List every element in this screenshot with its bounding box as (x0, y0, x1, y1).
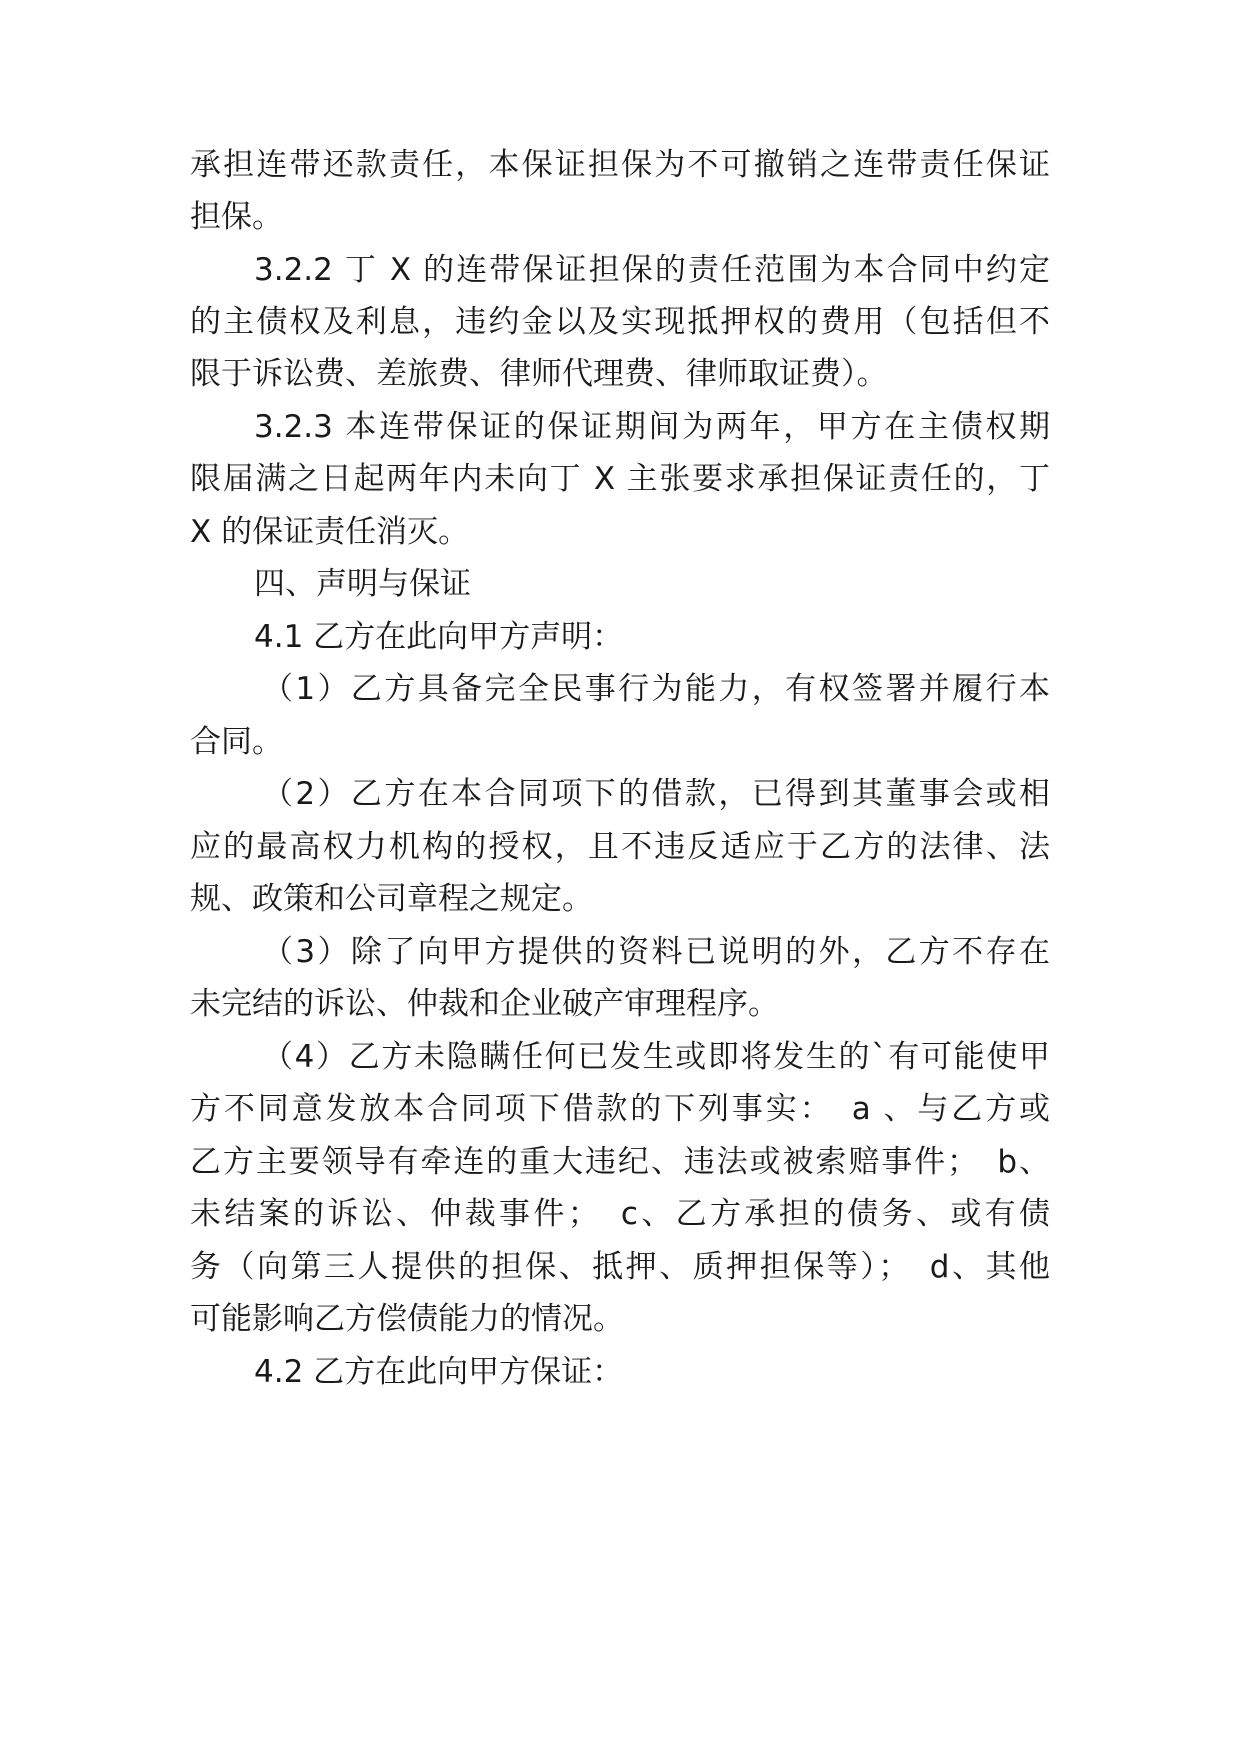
clause-3-2-2: 3.2.2 丁 X 的连带保证担保的责任范围为本合同中约定 (254, 252, 1050, 288)
text-line: 乙方主要领导有牵连的重大违纪、违法或被索赔事件； b、 (190, 1144, 1050, 1180)
clause-3-2-3: 3.2.3 本连带保证的保证期间为两年，甲方在主债权期 (254, 409, 1050, 445)
text-line: 未完结的诉讼、仲裁和企业破产审理程序。 (190, 986, 779, 1022)
text-line: 的主债权及利息，违约金以及实现抵押权的费用（包括但不 (190, 304, 1050, 340)
text-line: 合同。 (190, 724, 283, 760)
item-3: （3）除了向甲方提供的资料已说明的外，乙方不存在 (262, 934, 1050, 970)
text-line: 方不同意发放本合同项下借款的下列事实： a 、与乙方或 (190, 1091, 1050, 1127)
clause-4-2: 4.2 乙方在此向甲方保证： (254, 1354, 624, 1390)
text-line: X 的保证责任消灭。 (190, 514, 470, 550)
text-line: 担保。 (190, 199, 283, 235)
item-4: （4）乙方未隐瞒任何已发生或即将发生的`有可能使甲 (262, 1039, 1050, 1075)
text-line: 应的最高权力机构的授权，且不违反适应于乙方的法律、法 (190, 829, 1050, 865)
item-2: （2）乙方在本合同项下的借款，已得到其董事会或相 (262, 776, 1050, 812)
text-line: 规、政策和公司章程之规定。 (190, 881, 593, 917)
section-heading: 四、声明与保证 (254, 566, 471, 602)
text-line: 限届满之日起两年内未向丁 X 主张要求承担保证责任的，丁 (190, 461, 1050, 497)
text-line: 承担连带还款责任，本保证担保为不可撤销之连带责任保证 (190, 147, 1050, 183)
clause-4-1: 4.1 乙方在此向甲方声明： (254, 619, 624, 655)
text-line: 可能影响乙方偿债能力的情况。 (190, 1301, 624, 1337)
text-line: 务（向第三人提供的担保、抵押、质押担保等）； d、其他 (190, 1249, 1050, 1285)
text-line: 未结案的诉讼、仲裁事件； c、乙方承担的债务、或有债 (190, 1196, 1050, 1232)
text-line: 限于诉讼费、差旅费、律师代理费、律师取证费）。 (190, 356, 888, 392)
item-1: （1）乙方具备完全民事行为能力，有权签署并履行本 (262, 671, 1050, 707)
